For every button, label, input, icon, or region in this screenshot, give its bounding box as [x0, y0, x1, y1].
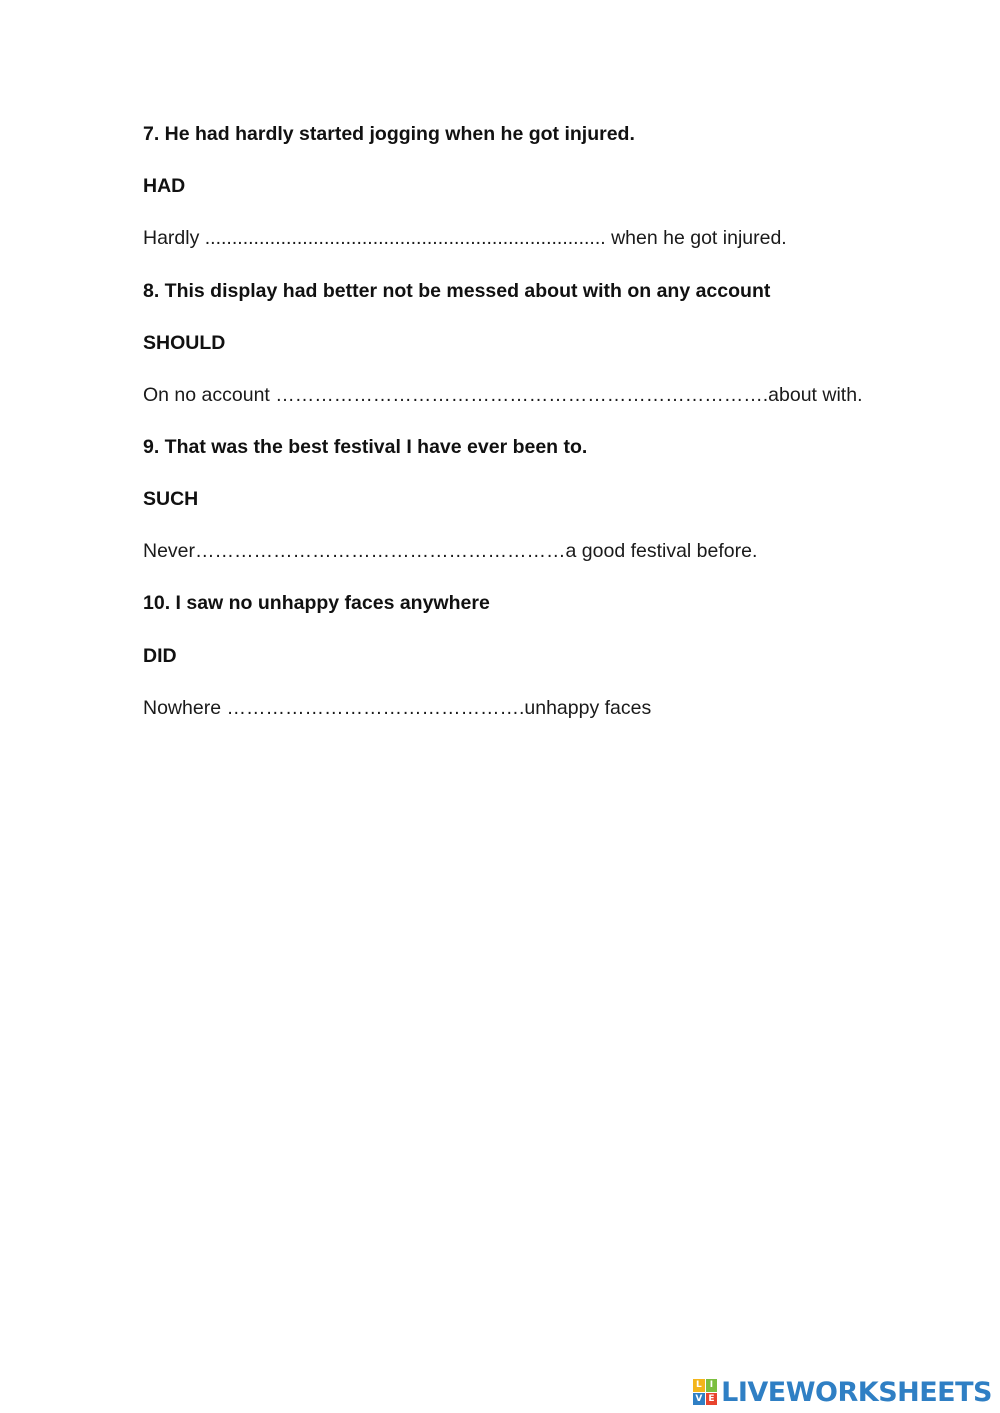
- logo-letter-e: E: [706, 1393, 718, 1406]
- question-7-prompt: 7. He had hardly started jogging when he got injured.: [143, 123, 635, 145]
- liveworksheets-logo-icon: [693, 1379, 717, 1405]
- question-8-keyword: SHOULD: [143, 332, 226, 354]
- question-10-prompt: 10. I saw no unhappy faces anywhere: [143, 592, 490, 614]
- question-10-answer-line[interactable]: Nowhere ……………………………………….unhappy faces: [143, 697, 652, 719]
- question-7-keyword: HAD: [143, 175, 186, 197]
- liveworksheets-wordmark: LIVEWORKSHEETS: [721, 1376, 992, 1408]
- question-9-prompt: 9. That was the best festival I have ever been to.: [143, 436, 588, 458]
- question-8-prompt: 8. This display had better not be messed about with on any account: [143, 280, 771, 302]
- logo-letter-v: V: [693, 1393, 705, 1406]
- logo-letter-l: L: [693, 1379, 705, 1392]
- question-9-answer-line[interactable]: Never…………………………………………………a good festival before.: [143, 540, 758, 562]
- question-10-keyword: DID: [143, 645, 177, 667]
- question-8-answer-line[interactable]: On no account ………………………………………………………………….about with.: [143, 384, 863, 406]
- logo-letter-i: I: [706, 1379, 718, 1392]
- liveworksheets-branding: [693, 1375, 992, 1409]
- question-9-keyword: SUCH: [143, 488, 199, 510]
- question-7-answer-line[interactable]: Hardly .......................................................................... when he got injured.: [143, 227, 787, 249]
